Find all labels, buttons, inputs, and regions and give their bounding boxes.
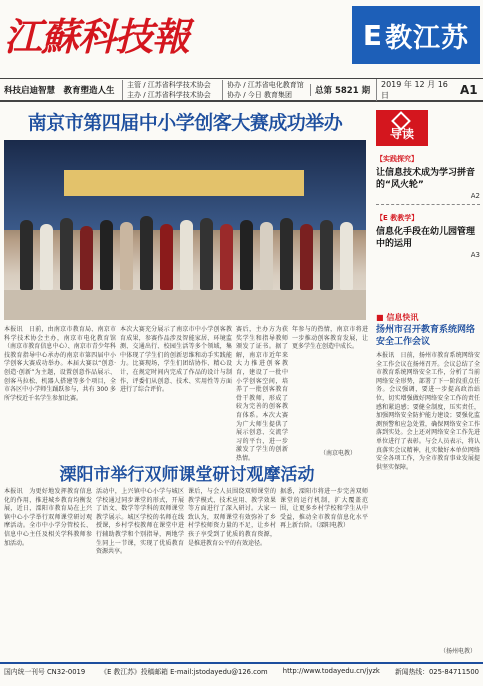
person-figure	[60, 218, 73, 290]
main-article-col-3: 赛后，主办方为获奖学生和指导教师颁发了证书。据了解，南京市近年来大力推进创客教育，建设了一批中小学创客空间，培养了一批创客教育骨干教师，形成了较为完善的创客教育体系。本次大赛为广大师生提供了展示创意、交流学习的平台，进一步激发了学生的创新热情。	[236, 326, 288, 462]
person-figure	[160, 224, 173, 290]
main-article-byline: （南京电教）	[320, 450, 357, 457]
info-bar	[0, 78, 483, 102]
masthead	[0, 0, 483, 68]
main-article-col-1: 本报讯 日前，由南京市教育局、南京市科学技术协会主办，南京市电化教育馆（南京市教育信息中心）、南京市青少年科技教育指导中心承办的南京市第四届中小学创客大赛成功举办。本届大赛以“创意·创造·创新”为主题，设置创意作品展示、创客马拉松、机器人搭建等多个项目，全市各区中小学师生踊跃参与，共有 300 多所学校近千名学生参加比赛。	[4, 326, 116, 402]
side-article-body: 本报讯 日前，扬州市教育系统网络安全工作会议在扬州召开。会议总结了全市教育系统网络安全工作，分析了当前网络安全形势，部署了下一阶段重点任务。会议强调，要进一步提高政治站位，切实增强做好网络安全工作的责任感和紧迫感；要健全制度，压实责任，加强网络安全防护能力建设；要强化监测预警和应急处置，确保网络安全工作落到实处。会上还对网络安全工作先进单位进行了表彰。与会人员表示，将认真落实会议精神，扎实做好本单位网络安全各项工作，为全市教育事业发展提供坚实保障。	[376, 352, 480, 471]
sponsor-block	[122, 80, 222, 100]
person-figure	[200, 218, 213, 290]
sponsor-line-1: 主管 / 江苏省科学技术协会	[127, 80, 211, 89]
cosponsor-block	[222, 80, 310, 100]
person-figure	[320, 220, 333, 290]
guide-item-tag: 【E 教教学】	[376, 214, 419, 222]
footer-hotline: 新闻热线：025-84711500	[394, 668, 479, 676]
person-figure	[40, 224, 53, 290]
person-figure	[240, 220, 253, 290]
award-ceremony-photo	[4, 140, 366, 320]
second-article-col-3: 课后，与会人员围绕双师课堂的教学模式、技术应用、教学效果等方面进行了深入研讨。大家一致认为，双师课堂有效弥补了乡村学校师资力量的不足，让乡村孩子享受到了优质的教育资源，是推进教育公平的有效途径。	[188, 488, 276, 547]
side-article-byline: （扬州电教）	[440, 648, 477, 655]
newspaper-title: 江蘇科技報	[4, 14, 190, 59]
guide-item-title: 让信息技术成为学习拼音的“风火轮”	[376, 168, 476, 190]
slogan: 科技启迪智慧 教育塑造人生	[4, 85, 115, 96]
footer	[0, 662, 483, 678]
stage-banner	[64, 170, 304, 196]
edition-name: 教江苏	[385, 22, 470, 54]
person-figure	[140, 216, 153, 290]
guide-item-page: A2	[470, 192, 480, 200]
second-article-col-4: 据悉，溧阳市将进一步完善双师课堂的运行机制，扩大覆盖范围，让更多乡村学校和学生从中受益，推动全市教育信息化水平再上新台阶。（溧阳电教）	[280, 488, 368, 530]
guide-item[interactable]	[376, 213, 480, 259]
main-article-col-4: 年参与的热情，南京市将进一步推动创客教育发展，让更多学生在创造中成长。	[292, 326, 368, 351]
cosponsor-line-1: 协办 / 江苏省电化教育馆	[227, 80, 304, 89]
edition-letter: E	[362, 18, 384, 52]
edition-badge	[352, 6, 480, 64]
guide-item-title: 信息化手段在幼儿园管理中的运用	[376, 227, 476, 249]
issue-number: 总第 5821 期	[310, 84, 376, 96]
person-figure	[300, 224, 313, 290]
second-article-col-1: 本报讯 为更好地发挥教育信息化的作用，推进城乡教育均衡发展，近日，溧阳市教育局在上兴镇中心小学举行双师课堂研讨观摩活动。全市中小学分管校长、信息中心主任及相关学科教师参加活动。	[4, 488, 92, 547]
guide-item[interactable]	[376, 154, 480, 205]
footer-email: 《E 教江苏》投稿邮箱 E-mail:jstodayedu@126.com	[100, 668, 268, 676]
person-figure	[100, 220, 113, 290]
second-article-col-2: 活动中，上兴镇中心小学与城区学校通过同步课堂的形式，开展了语文、数学等学科的双师课堂教学展示。城区学校的名师在线授课，乡村学校教师在课堂中进行辅助教学和个别指导，两地学生同上一节课，实现了优质教育资源共享。	[96, 488, 184, 556]
second-headline: 溧阳市举行双师课堂研讨观摩活动	[59, 465, 315, 485]
sponsor-line-2: 主办 / 江苏省科学技术协会	[127, 90, 211, 99]
person-figure	[280, 218, 293, 290]
main-article-col-2: 本次大赛充分展示了南京市中小学创客教育成果，参赛作品涉及智能家居、环境监测、交通出行、校园生活等多个领域，集中体现了学生们的创新思维和动手实践能力。比赛现场，学生们团结协作、精心设计，在规定时间内完成了作品的设计与制作，评委们从创意、技术、实用性等方面进行了综合评价。	[120, 326, 232, 394]
guide-item-tag: 【实践探究】	[376, 155, 418, 163]
person-figure	[80, 226, 93, 290]
side-section-tag: ■ 信息快讯	[376, 313, 419, 322]
main-headline: 南京市第四届中小学创客大赛成功举办	[27, 112, 343, 134]
side-article-title: 扬州市召开教育系统网络安全工作会议	[376, 325, 476, 347]
page-number: A1	[460, 82, 478, 97]
cosponsor-line-2: 协办 / 今日 教育集团	[227, 90, 293, 99]
person-figure	[260, 222, 273, 290]
person-figure	[340, 222, 353, 290]
guide-item-page: A3	[470, 251, 480, 259]
guide-header	[376, 110, 428, 146]
person-figure	[220, 224, 233, 290]
divider	[376, 204, 480, 205]
person-figure	[180, 220, 193, 290]
issue-date: 2019 年 12 月 16 日	[376, 79, 458, 101]
person-figure	[20, 220, 33, 290]
stage-floor	[4, 290, 366, 320]
footer-website[interactable]: http://www.todayedu.cn/jyzk	[282, 667, 380, 675]
footer-cn-number: 国内统一刊号 CN32-0019	[4, 668, 86, 676]
person-figure	[120, 222, 133, 290]
guide-label: 导读	[389, 127, 414, 141]
guide-box	[376, 110, 480, 310]
